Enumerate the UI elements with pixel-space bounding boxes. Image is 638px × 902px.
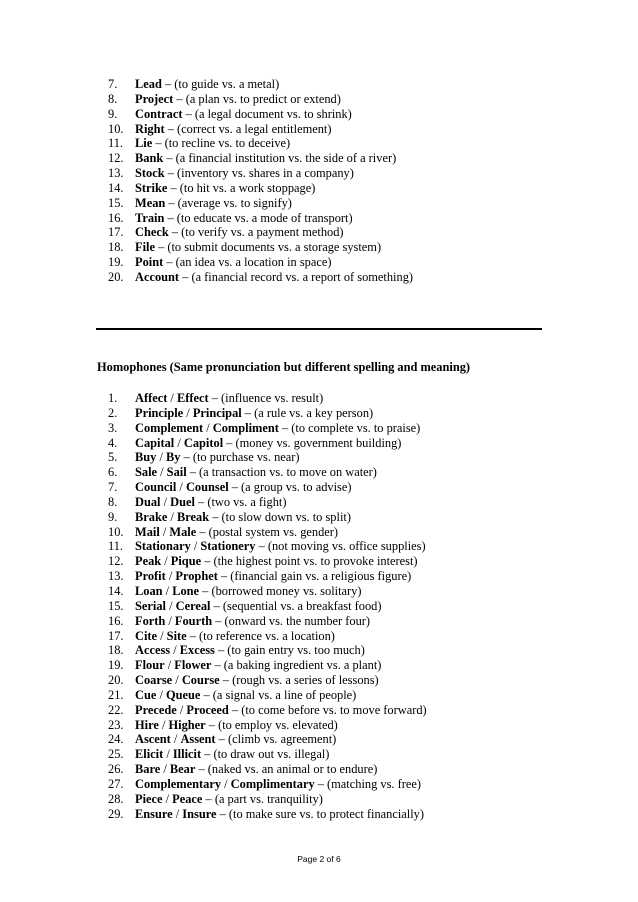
item-term: File [135, 240, 155, 255]
item-number: 9. [108, 509, 118, 524]
item-number: 7. [108, 480, 118, 495]
item-definition: – (to submit documents vs. a storage system) [154, 240, 382, 255]
item-number: 8. [108, 494, 118, 509]
item-word-b: Proceed [186, 702, 229, 717]
item-separator: / [176, 480, 186, 495]
list-item [108, 92, 413, 107]
item-word-a: Bare [135, 762, 161, 777]
item-word-b: Insure [182, 806, 217, 821]
list-item [108, 122, 413, 137]
item-word-a: Buy [135, 450, 157, 465]
item-term: Right [135, 121, 165, 136]
item-separator: / [156, 450, 166, 465]
list-item [108, 151, 413, 166]
item-word-a: Coarse [135, 673, 173, 688]
item-word-a: Ensure [135, 806, 173, 821]
list-item [108, 673, 427, 688]
item-number: 16. [108, 613, 124, 628]
item-definition: – (to complete vs. to praise) [278, 420, 421, 435]
item-separator: / [170, 732, 181, 747]
homophones-heading: Homophones (Same pronunciation but different spelling and meaning) [97, 360, 471, 374]
item-word-b: Illicit [172, 747, 202, 762]
item-definition: – (influence vs. result) [208, 391, 324, 405]
item-word-a: Stationary [135, 539, 191, 554]
item-separator: / [170, 643, 180, 658]
list-item [108, 450, 427, 465]
item-number: 18. [108, 240, 124, 255]
item-word-a: Affect [135, 391, 168, 405]
item-number: 17. [108, 628, 124, 643]
item-separator: / [159, 524, 170, 539]
list-item [108, 136, 413, 151]
item-definition: – (to hit vs. a work stoppage) [167, 180, 316, 195]
item-separator: / [165, 598, 176, 613]
item-word-b: Compliment [212, 420, 279, 435]
item-word-b: Assent [180, 732, 216, 747]
item-word-b: Higher [168, 717, 206, 732]
item-term: Lie [135, 136, 153, 151]
item-separator: / [172, 673, 182, 688]
item-number: 19. [108, 658, 124, 673]
list-item [108, 196, 413, 211]
item-number: 11. [108, 136, 124, 151]
item-definition: – (a baking ingredient vs. a plant) [211, 658, 382, 673]
item-separator: / [165, 569, 176, 584]
item-definition: – (to verify vs. a payment method) [168, 225, 344, 240]
item-word-a: Loan [135, 583, 163, 598]
item-word-b: Queue [165, 687, 201, 702]
list-item [108, 480, 427, 495]
item-word-b: Capitol [183, 435, 224, 450]
item-word-a: Precede [135, 702, 177, 717]
item-word-b: Flower [174, 658, 212, 673]
item-number: 21. [108, 687, 124, 702]
list-item [108, 762, 427, 777]
list-item [108, 629, 427, 644]
item-word-b: Lone [172, 583, 200, 598]
item-definition: – (borrowed money vs. solitary) [199, 583, 362, 598]
item-definition: – (rough vs. a series of lessons) [219, 673, 379, 688]
item-separator: / [190, 539, 201, 554]
item-term: Bank [135, 151, 164, 166]
list-item [108, 569, 427, 584]
list-item [108, 525, 427, 540]
item-definition: – (to come before vs. to move forward) [228, 702, 427, 717]
item-definition: – (climb vs. agreement) [215, 732, 337, 747]
item-separator: / [167, 509, 177, 524]
item-separator: / [160, 494, 171, 509]
item-separator: / [203, 420, 213, 435]
list-item [108, 703, 427, 718]
item-word-a: Profit [135, 569, 166, 584]
list-item [108, 688, 427, 703]
item-number: 12. [108, 554, 124, 569]
item-definition: – (naked vs. an animal or to endure) [195, 762, 378, 777]
item-word-b: Effect [176, 391, 209, 405]
item-number: 20. [108, 673, 124, 688]
list-item [108, 107, 413, 122]
item-term: Project [135, 91, 174, 106]
item-definition: – (matching vs. free) [314, 776, 421, 791]
item-word-b: Excess [179, 643, 215, 658]
item-number: 28. [108, 791, 124, 806]
item-separator: / [183, 405, 193, 420]
item-word-a: Brake [135, 509, 168, 524]
item-separator: / [162, 791, 173, 806]
item-word-a: Cue [135, 687, 157, 702]
list-item [108, 747, 427, 762]
item-definition: – (an idea vs. a location in space) [163, 255, 332, 270]
item-definition: – (to draw out vs. illegal) [201, 747, 330, 762]
list-item [108, 166, 413, 181]
item-number: 24. [108, 732, 124, 747]
item-number: 9. [108, 106, 118, 121]
item-term: Stock [135, 166, 165, 181]
item-separator: / [167, 391, 177, 405]
item-number: 15. [108, 195, 124, 210]
item-definition: – (to recline vs. to deceive) [152, 136, 291, 151]
item-definition: – (to slow down vs. to split) [209, 509, 351, 524]
list-item [108, 436, 427, 451]
list-item [108, 77, 413, 92]
list-item [108, 211, 413, 226]
item-term: Mean [135, 195, 166, 210]
item-definition: – (to purchase vs. near) [180, 450, 300, 465]
item-word-b: Male [169, 524, 197, 539]
item-separator: / [157, 628, 167, 643]
item-word-a: Cite [135, 628, 158, 643]
list-item [108, 599, 427, 614]
item-word-a: Serial [135, 598, 166, 613]
list-item [108, 554, 427, 569]
item-word-b: Prophet [175, 569, 218, 584]
item-term: Contract [135, 106, 183, 121]
item-word-b: Pique [170, 554, 202, 569]
item-separator: / [174, 435, 184, 450]
list-item [108, 807, 427, 822]
item-number: 19. [108, 255, 124, 270]
list-item [108, 270, 413, 285]
item-term: Point [135, 255, 164, 270]
item-definition: – (correct vs. a legal entitlement) [164, 121, 332, 136]
item-number: 25. [108, 747, 124, 762]
item-number: 10. [108, 121, 124, 136]
item-number: 29. [108, 806, 124, 821]
list-item [108, 240, 413, 255]
list-item [108, 614, 427, 629]
item-number: 8. [108, 91, 118, 106]
item-word-b: Cereal [175, 598, 211, 613]
list-item [108, 421, 427, 436]
item-separator: / [164, 658, 175, 673]
item-definition: – (the highest point vs. to provoke interest) [201, 554, 418, 569]
item-definition: – (two vs. a fight) [194, 494, 287, 509]
item-number: 11. [108, 539, 124, 554]
item-word-a: Mail [135, 524, 160, 539]
item-word-b: Break [177, 509, 210, 524]
item-word-b: Stationery [200, 539, 256, 554]
item-number: 10. [108, 524, 124, 539]
item-word-a: Dual [135, 494, 161, 509]
item-definition: – (to make sure vs. to protect financially) [216, 806, 424, 821]
item-definition: – (a transaction vs. to move on water) [186, 465, 377, 480]
item-word-b: Site [166, 628, 187, 643]
item-number: 26. [108, 762, 124, 777]
item-word-a: Flour [135, 658, 165, 673]
list-item [108, 225, 413, 240]
item-word-a: Hire [135, 717, 159, 732]
item-separator: / [165, 613, 175, 628]
item-definition: – (average vs. to signify) [165, 195, 292, 210]
item-word-b: Counsel [185, 480, 229, 495]
item-number: 22. [108, 702, 124, 717]
item-definition: – (not moving vs. office supplies) [255, 539, 426, 554]
item-separator: / [221, 776, 231, 791]
item-term: Account [135, 269, 180, 284]
item-word-b: Course [181, 673, 220, 688]
item-term: Train [135, 210, 165, 225]
list-item [108, 406, 427, 421]
list-item [108, 539, 427, 554]
item-definition: – (to gain entry vs. too much) [214, 643, 365, 658]
item-term: Strike [135, 180, 168, 195]
item-definition: – (a financial record vs. a report of something) [179, 269, 414, 284]
item-definition: – (a legal document vs. to shrink) [182, 106, 352, 121]
section-divider [96, 328, 542, 330]
item-word-a: Principle [135, 405, 184, 420]
item-word-a: Forth [135, 613, 166, 628]
item-word-b: Fourth [174, 613, 213, 628]
item-number: 7. [108, 77, 118, 91]
item-number: 3. [108, 420, 118, 435]
item-word-a: Elicit [135, 747, 164, 762]
item-word-a: Complementary [135, 776, 222, 791]
item-number: 5. [108, 450, 118, 465]
item-word-b: By [166, 450, 181, 465]
item-definition: – (a signal vs. a line of people) [200, 687, 357, 702]
item-number: 13. [108, 166, 124, 181]
homophones-list [108, 391, 427, 821]
item-number: 6. [108, 465, 118, 480]
item-definition: – (a rule vs. a key person) [241, 405, 374, 420]
list-item [108, 658, 427, 673]
item-definition: – (a group vs. to advise) [228, 480, 352, 495]
item-separator: / [172, 806, 183, 821]
item-term: Lead [135, 77, 162, 91]
item-number: 14. [108, 583, 124, 598]
list-item [108, 391, 427, 406]
item-number: 1. [108, 391, 118, 405]
item-separator: / [160, 762, 170, 777]
item-number: 17. [108, 225, 124, 240]
item-word-a: Council [135, 480, 177, 495]
item-word-a: Piece [135, 791, 163, 806]
item-separator: / [157, 465, 167, 480]
item-definition: – (inventory vs. shares in a company) [164, 166, 354, 181]
item-number: 27. [108, 776, 124, 791]
item-definition: – (financial gain vs. a religious figure) [217, 569, 412, 584]
item-word-b: Bear [169, 762, 196, 777]
list-item [108, 718, 427, 733]
item-word-a: Peak [135, 554, 162, 569]
list-item [108, 510, 427, 525]
item-definition: – (a financial institution vs. the side of a river) [163, 151, 397, 166]
item-separator: / [163, 747, 173, 762]
item-word-b: Principal [192, 405, 242, 420]
item-word-a: Capital [135, 435, 175, 450]
list-item [108, 777, 427, 792]
item-definition: – (to reference vs. a location) [186, 628, 335, 643]
item-number: 18. [108, 643, 124, 658]
item-number: 13. [108, 569, 124, 584]
item-word-a: Sale [135, 465, 158, 480]
item-word-b: Complimentary [230, 776, 315, 791]
item-separator: / [176, 702, 187, 717]
item-separator: / [162, 583, 173, 598]
item-definition: – (to employ vs. elevated) [205, 717, 338, 732]
item-number: 14. [108, 180, 124, 195]
item-definition: – (sequential vs. a breakfast food) [210, 598, 382, 613]
item-definition: – (onward vs. the number four) [212, 613, 371, 628]
item-term: Check [135, 225, 169, 240]
page-footer: Page 2 of 6 [297, 854, 341, 864]
item-number: 16. [108, 210, 124, 225]
item-definition: – (a plan vs. to predict or extend) [173, 91, 341, 106]
list-item [108, 792, 427, 807]
item-definition: – (to guide vs. a metal) [161, 77, 280, 91]
item-definition: – (to educate vs. a mode of transport) [164, 210, 353, 225]
item-definition: – (a part vs. tranquility) [202, 791, 323, 806]
item-word-a: Ascent [135, 732, 171, 747]
list-item [108, 584, 427, 599]
item-word-b: Duel [170, 494, 195, 509]
item-word-b: Peace [172, 791, 203, 806]
item-number: 12. [108, 151, 124, 166]
item-number: 23. [108, 717, 124, 732]
item-separator: / [156, 687, 166, 702]
polysemy-list [108, 77, 413, 285]
list-item [108, 181, 413, 196]
item-word-a: Complement [135, 420, 204, 435]
item-separator: / [158, 717, 169, 732]
list-item [108, 465, 427, 480]
list-item [108, 643, 427, 658]
list-item [108, 255, 413, 270]
item-definition: – (postal system vs. gender) [196, 524, 339, 539]
item-definition: – (money vs. government building) [223, 435, 402, 450]
item-word-b: Sail [166, 465, 187, 480]
item-number: 20. [108, 269, 124, 284]
item-number: 4. [108, 435, 118, 450]
item-number: 2. [108, 405, 118, 420]
item-separator: / [161, 554, 171, 569]
list-item [108, 495, 427, 510]
item-number: 15. [108, 598, 124, 613]
item-word-a: Access [135, 643, 171, 658]
list-item [108, 732, 427, 747]
